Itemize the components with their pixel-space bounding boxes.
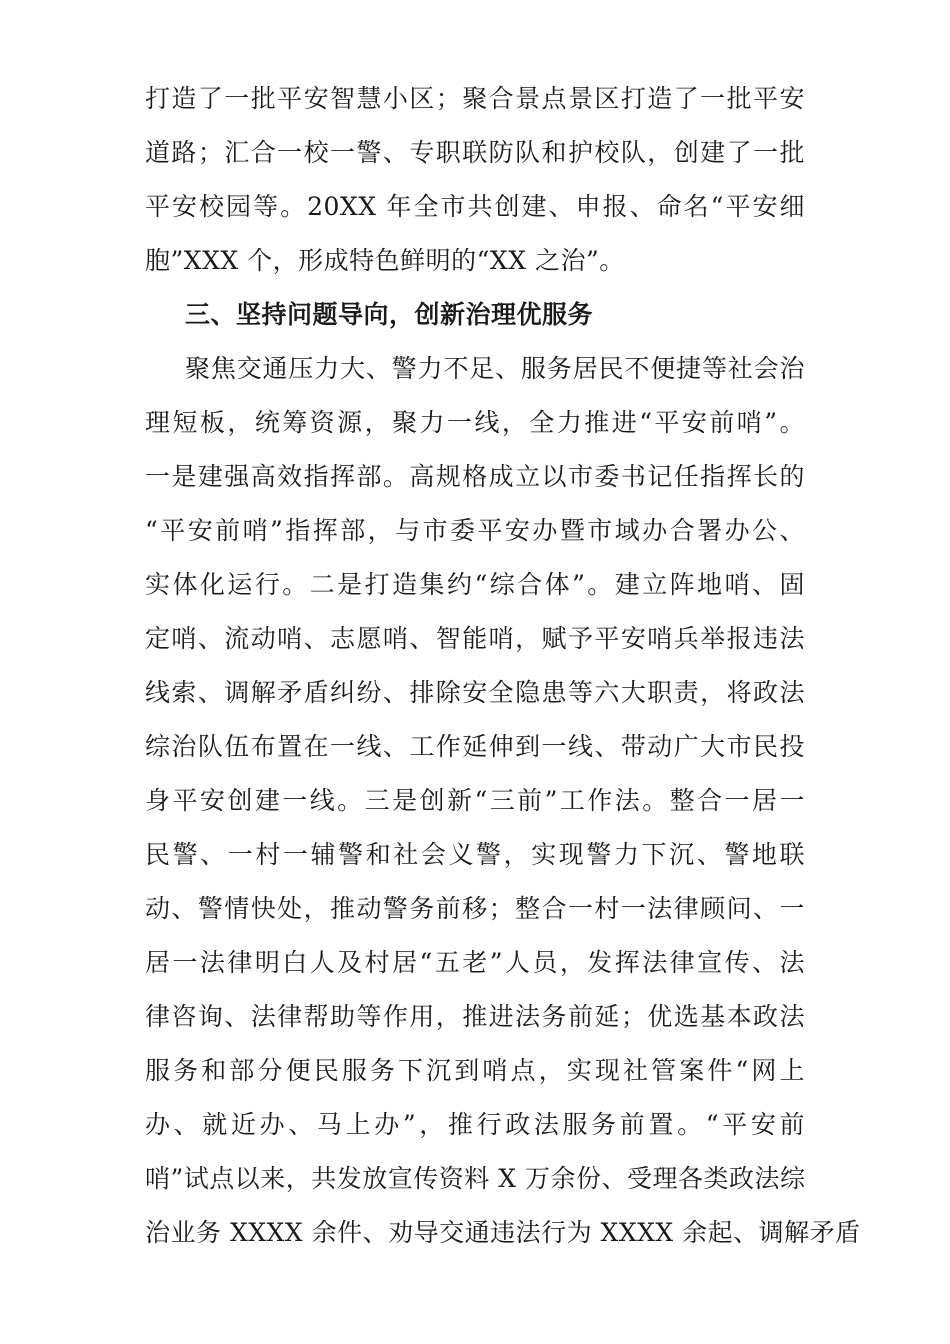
document-body — [145, 72, 861, 1260]
paragraph-2-line-11: 动、警情快处，推动警务前移；整合一村一法律顾问、一 — [145, 894, 805, 923]
paragraph-2-line-5: 实体化运行。二是打造集约“综合体”。建立阵地哨、固 — [145, 570, 805, 599]
paragraph-2-line-16: 哨”试点以来，共发放宣传资料 X 万余份、受理各类政法综 — [145, 1164, 806, 1193]
paragraph-2-line-8: 综治队伍布置在一线、工作延伸到一线、带动广大市民投 — [145, 732, 805, 761]
paragraph-2-line-13: 律咨询、法律帮助等作用，推进法务前延；优选基本政法 — [145, 1002, 805, 1031]
paragraph-1-line-2: 道路；汇合一校一警、专职联防队和护校队，创建了一批 — [145, 138, 805, 167]
paragraph-1-line-1: 打造了一批平安智慧小区；聚合景点景区打造了一批平安 — [145, 84, 805, 113]
paragraph-2-line-10: 民警、一村一辅警和社会义警，实现警力下沉、警地联 — [145, 840, 805, 869]
section-heading: 三、坚持问题导向，创新治理优服务 — [185, 300, 594, 329]
paragraph-2-line-12: 居一法律明白人及村居“五老”人员，发挥法律宣传、法 — [145, 948, 805, 977]
paragraph-2-line-6: 定哨、流动哨、志愿哨、智能哨，赋予平安哨兵举报违法 — [145, 624, 805, 653]
paragraph-2-line-7: 线索、调解矛盾纠纷、排除安全隐患等六大职责，将政法 — [145, 678, 805, 707]
paragraph-2-line-4: “平安前哨”指挥部，与市委平安办暨市域办合署办公、 — [145, 516, 805, 545]
paragraph-2-line-17: 治业务 XXXX 余件、劝导交通违法行为 XXXX 余起、调解矛盾 — [145, 1218, 861, 1247]
paragraph-2-line-3: 一是建强高效指挥部。高规格成立以市委书记任指挥长的 — [145, 462, 805, 491]
paragraph-2-line-14: 服务和部分便民服务下沉到哨点，实现社管案件“网上 — [145, 1056, 805, 1085]
paragraph-2-line-15: 办、就近办、马上办”，推行政法服务前置。“平安前 — [145, 1110, 805, 1139]
paragraph-1-line-4: 胞”XXX 个，形成特色鲜明的“XX 之治”。 — [145, 246, 625, 275]
paragraph-2-line-1: 聚焦交通压力大、警力不足、服务居民不便捷等社会治 — [185, 354, 805, 383]
paragraph-2-line-2: 理短板，统筹资源，聚力一线，全力推进“平安前哨”。 — [145, 408, 805, 437]
paragraph-1-line-3: 平安校园等。20XX 年全市共创建、申报、命名“平安细 — [145, 192, 805, 221]
paragraph-2-line-9: 身平安创建一线。三是创新“三前”工作法。整合一居一 — [145, 786, 805, 815]
